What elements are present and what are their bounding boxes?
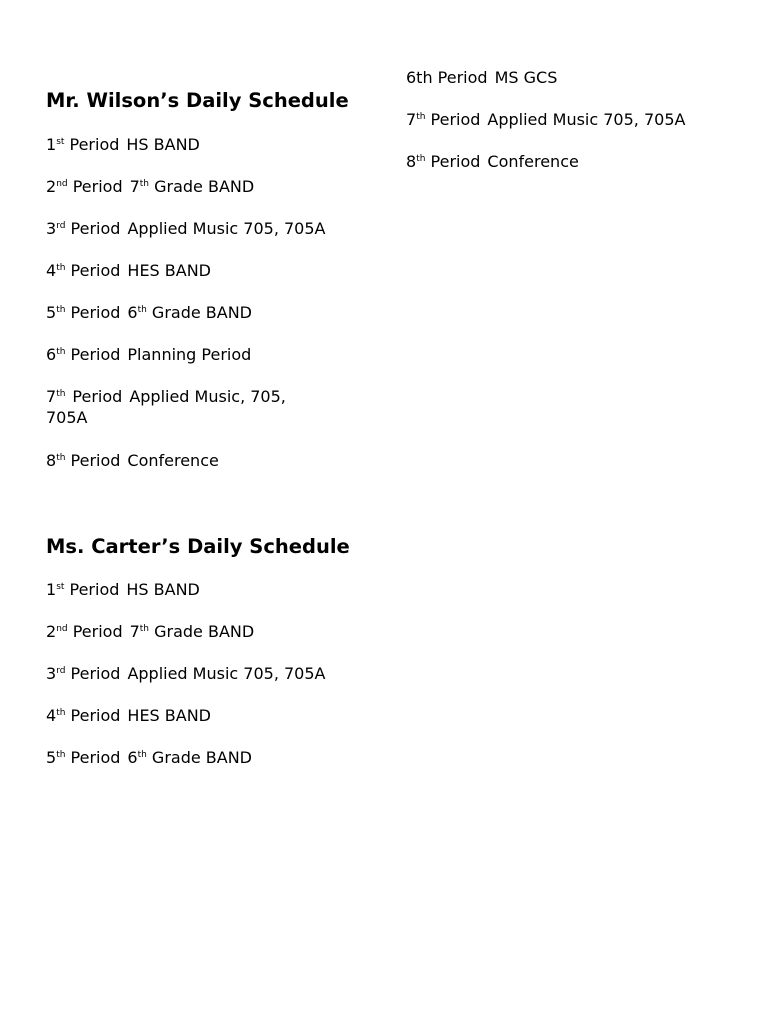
- carter-period-3: 3rd Period Applied Music 705, 705A: [46, 664, 326, 683]
- carter-schedule-title: Ms. Carter’s Daily Schedule: [46, 535, 350, 558]
- carter-period-2: 2nd Period 7th Grade BAND: [46, 622, 255, 641]
- wilson-period-6: 6th Period Planning Period: [46, 345, 252, 364]
- wilson-period-5: 5th Period 6th Grade BAND: [46, 303, 252, 322]
- carter-period-7: 7th Period Applied Music 705, 705A: [406, 110, 686, 129]
- wilson-schedule-title: Mr. Wilson’s Daily Schedule: [46, 89, 349, 112]
- wilson-period-1: 1st Period HS BAND: [46, 135, 200, 154]
- wilson-period-7: 7th Period Applied Music, 705, 705A: [46, 387, 286, 427]
- carter-period-5: 5th Period 6th Grade BAND: [46, 748, 252, 767]
- carter-period-4: 4th Period HES BAND: [46, 706, 211, 725]
- wilson-period-4: 4th Period HES BAND: [46, 261, 211, 280]
- wilson-period-2: 2nd Period 7th Grade BAND: [46, 177, 255, 196]
- wilson-period-3: 3rd Period Applied Music 705, 705A: [46, 219, 326, 238]
- carter-period-1: 1st Period HS BAND: [46, 580, 200, 599]
- carter-period-8: 8th Period Conference: [406, 152, 579, 171]
- carter-period-6: 6th Period MS GCS: [406, 68, 558, 87]
- wilson-period-8: 8th Period Conference: [46, 451, 219, 470]
